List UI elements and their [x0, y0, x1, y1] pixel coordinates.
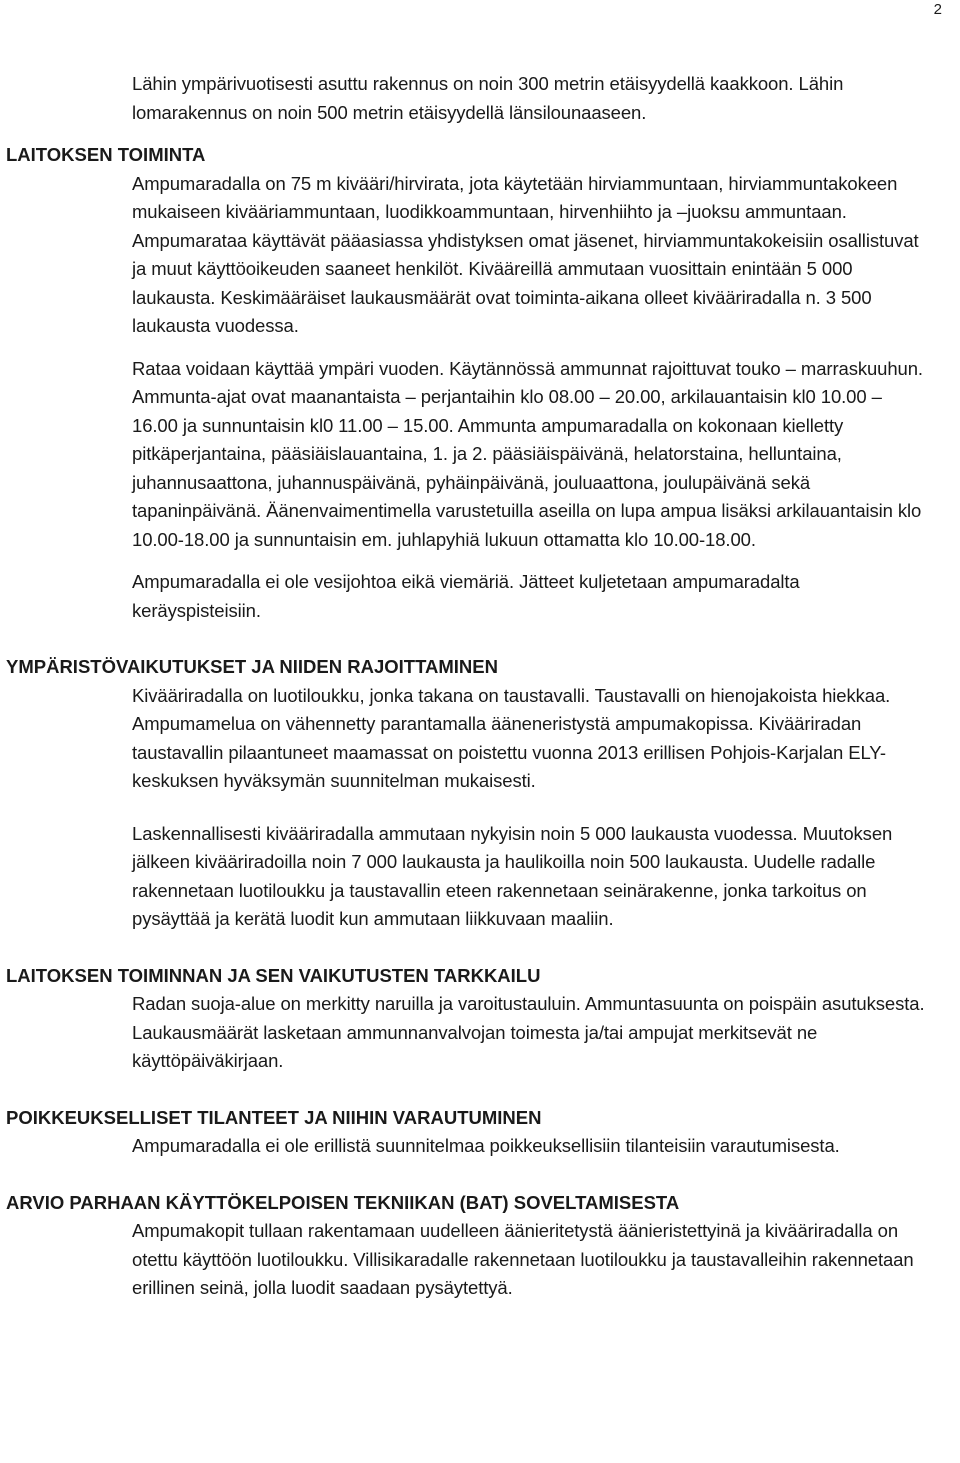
section-paragraph: Laskennallisesti kivääriradalla ammutaan nykyisin noin 5 000 laukausta vuodessa. Muutoksen jälkeen kivääriradoilla noin 7 000 laukausta ja haulikoilla noin 500 laukausta. Uudelle radalle rakennetaan luotiloukku ja taustavallin eteen rakennetaan seinärakenne, jonka tarkoitus on pysäyttää ja kerätä luodit kun ammutaan liikkuvaan maaliin. [132, 822, 893, 929]
section-bat-arvio [0, 1189, 960, 1303]
section-tarkkailu [0, 962, 960, 1076]
section-paragraph: Kivääriradalla on luotiloukku, jonka takana on taustavalli. Taustavalli on hienojakoista hiekkaa. Ampumamelua on vähennetty parantamalla ääneneristystä ampumakopissa. Kivääriradan taustavallin pilaantuneet maamassat on poistettu vuonna 2013 erillisen Pohjois-Karjalan ELY-keskuksen hyväksymän suunnitelman mukaisesti. [132, 684, 891, 791]
section-ymparistovaikutukset [0, 653, 960, 934]
section-laitoksen-toiminta [0, 141, 960, 625]
section-paragraph: Radan suoja-alue on merkitty naruilla ja varoitustauluin. Ammuntasuunta on poispäin asutuksesta. Laukausmäärät lasketaan ammunnanvalvojan toimesta ja/tai ampujat merkitsevät ne käyttöpäiväkirjaan. [132, 993, 925, 1071]
section-paragraph: Ampumaradalla ei ole erillistä suunnitelmaa poikkeuksellisiin tilanteisiin varautumisesta. [132, 1135, 840, 1156]
section-heading: YMPÄRISTÖVAIKUTUKSET JA NIIDEN RAJOITTAMINEN [6, 656, 498, 677]
page-number: 2 [933, 1, 942, 18]
section-paragraph: Ampumakopit tullaan rakentamaan uudelleen äänieritetystä äänieristettyinä ja kivääriradalla on otettu käyttöön luotiloukku. Villisikaradalle rakennetaan luotiloukku ja taustavalleihin rakennetaan erillinen seinä, jolla luodit saadaan pysäytettyä. [132, 1220, 914, 1298]
section-paragraph: Ampumaradalla ei ole vesijohtoa eikä viemäriä. Jätteet kuljetetaan ampumaradalta keräyspisteisiin. [132, 571, 800, 621]
section-heading: LAITOKSEN TOIMINTA [6, 144, 206, 165]
section-poikkeukselliset-tilanteet [0, 1104, 960, 1161]
document-body [0, 70, 960, 1303]
section-heading: LAITOKSEN TOIMINNAN JA SEN VAIKUTUSTEN TARKKAILU [6, 964, 541, 986]
intro-paragraph: Lähin ympärivuotisesti asuttu rakennus on noin 300 metrin etäisyydellä kaakkoon. Lähin lomarakennus on noin 500 metrin etäisyydellä länsilounaaseen. [132, 73, 844, 123]
section-paragraph: Rataa voidaan käyttää ympäri vuoden. Käytännössä ammunnat rajoittuvat touko – marraskuuhun. Ammunta-ajat ovat maanantaista – perjantaihin klo 08.00 – 20.00, arkilauantaisin kl0 10.00 – 16.00 ja sunnuntaisin kl0 11.00 – 15.00. Ammunta ampumaradalla on kokonaan kielletty pitkäperjantaina, pääsiäislauantaina, 1. ja 2. pääsiäispäivänä, helatorstaina, helluntaina, juhannusaattona, juhannuspäivänä, pyhäinpäivänä, jouluaattona, joulupäivänä sekä tapaninpäivänä. Äänenvaimentimella varustetuilla aseilla on lupa ampua lisäksi arkilauantaisin klo 10.00-18.00 ja sunnuntaisin em. juhlapyhiä lukuun ottamatta klo 10.00-18.00. [132, 357, 923, 550]
section-heading: POIKKEUKSELLISET TILANTEET JA NIIHIN VARAUTUMINEN [6, 1106, 542, 1128]
section-paragraph: Ampumaradalla on 75 m kivääri/hirvirata, jota käytetään hirviammuntaan, hirviammuntakokeen mukaiseen kivääriammuntaan, luodikkoammuntaan, hirvenhiihto ja –juoksu ammuntaan. Ampumarataa käyttävät pääasiassa yhdistyksen omat jäsenet, hirviammuntakokeisiin osallistuvat ja muut käyttöoikeuden saaneet henkilöt. Kivääreillä ammutaan vuosittain enintään 5 000 laukausta. Keskimääräiset laukausmäärät ovat toiminta-aikana olleet kivääriradalla n. 3 500 laukausta vuodessa. [132, 172, 919, 336]
section-heading: ARVIO PARHAAN KÄYTTÖKELPOISEN TEKNIIKAN (BAT) SOVELTAMISESTA [6, 1191, 680, 1213]
